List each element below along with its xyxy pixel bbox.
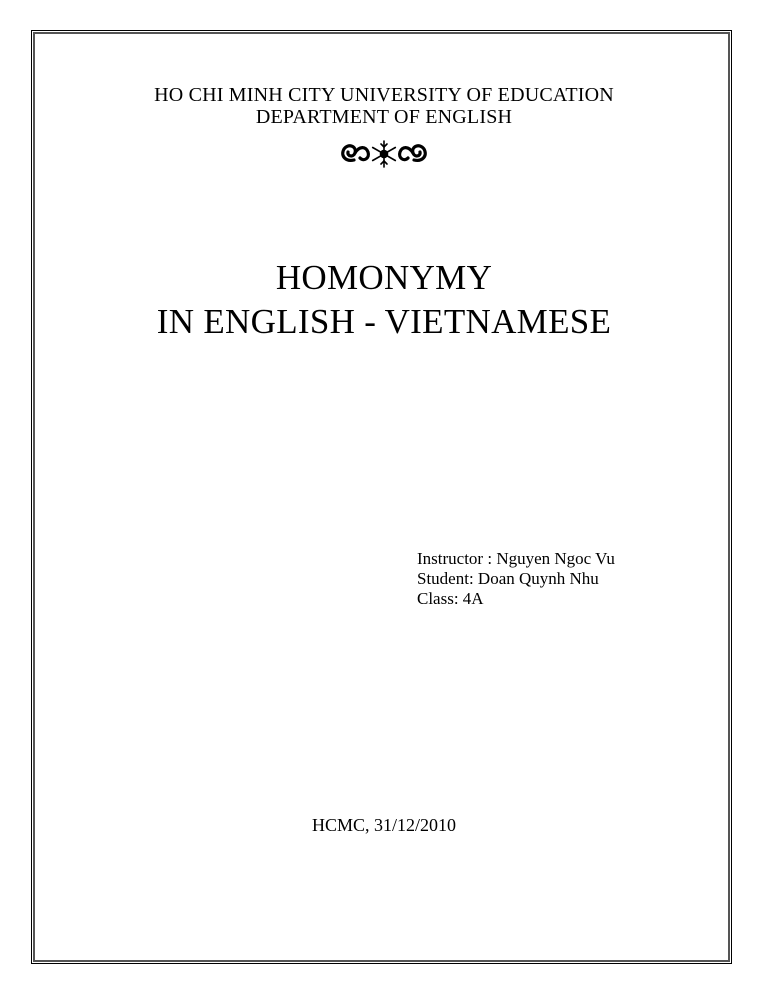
document-title bbox=[0, 256, 768, 344]
student-line: Student: Doan Quynh Nhu bbox=[417, 569, 599, 588]
document-date: HCMC, 31/12/2010 bbox=[311, 815, 457, 835]
author-info bbox=[417, 549, 615, 609]
title-line-1: HOMONYMY bbox=[275, 258, 493, 297]
document-header bbox=[0, 84, 768, 128]
title-line-2: IN ENGLISH - VIETNAMESE bbox=[156, 302, 612, 341]
university-name: HO CHI MINH CITY UNIVERSITY OF EDUCATION bbox=[154, 84, 614, 106]
class-line: Class: 4A bbox=[417, 589, 484, 608]
floral-divider-icon bbox=[0, 134, 768, 174]
department-name: DEPARTMENT OF ENGLISH bbox=[255, 106, 513, 128]
instructor-line: Instructor : Nguyen Ngoc Vu bbox=[417, 549, 615, 568]
